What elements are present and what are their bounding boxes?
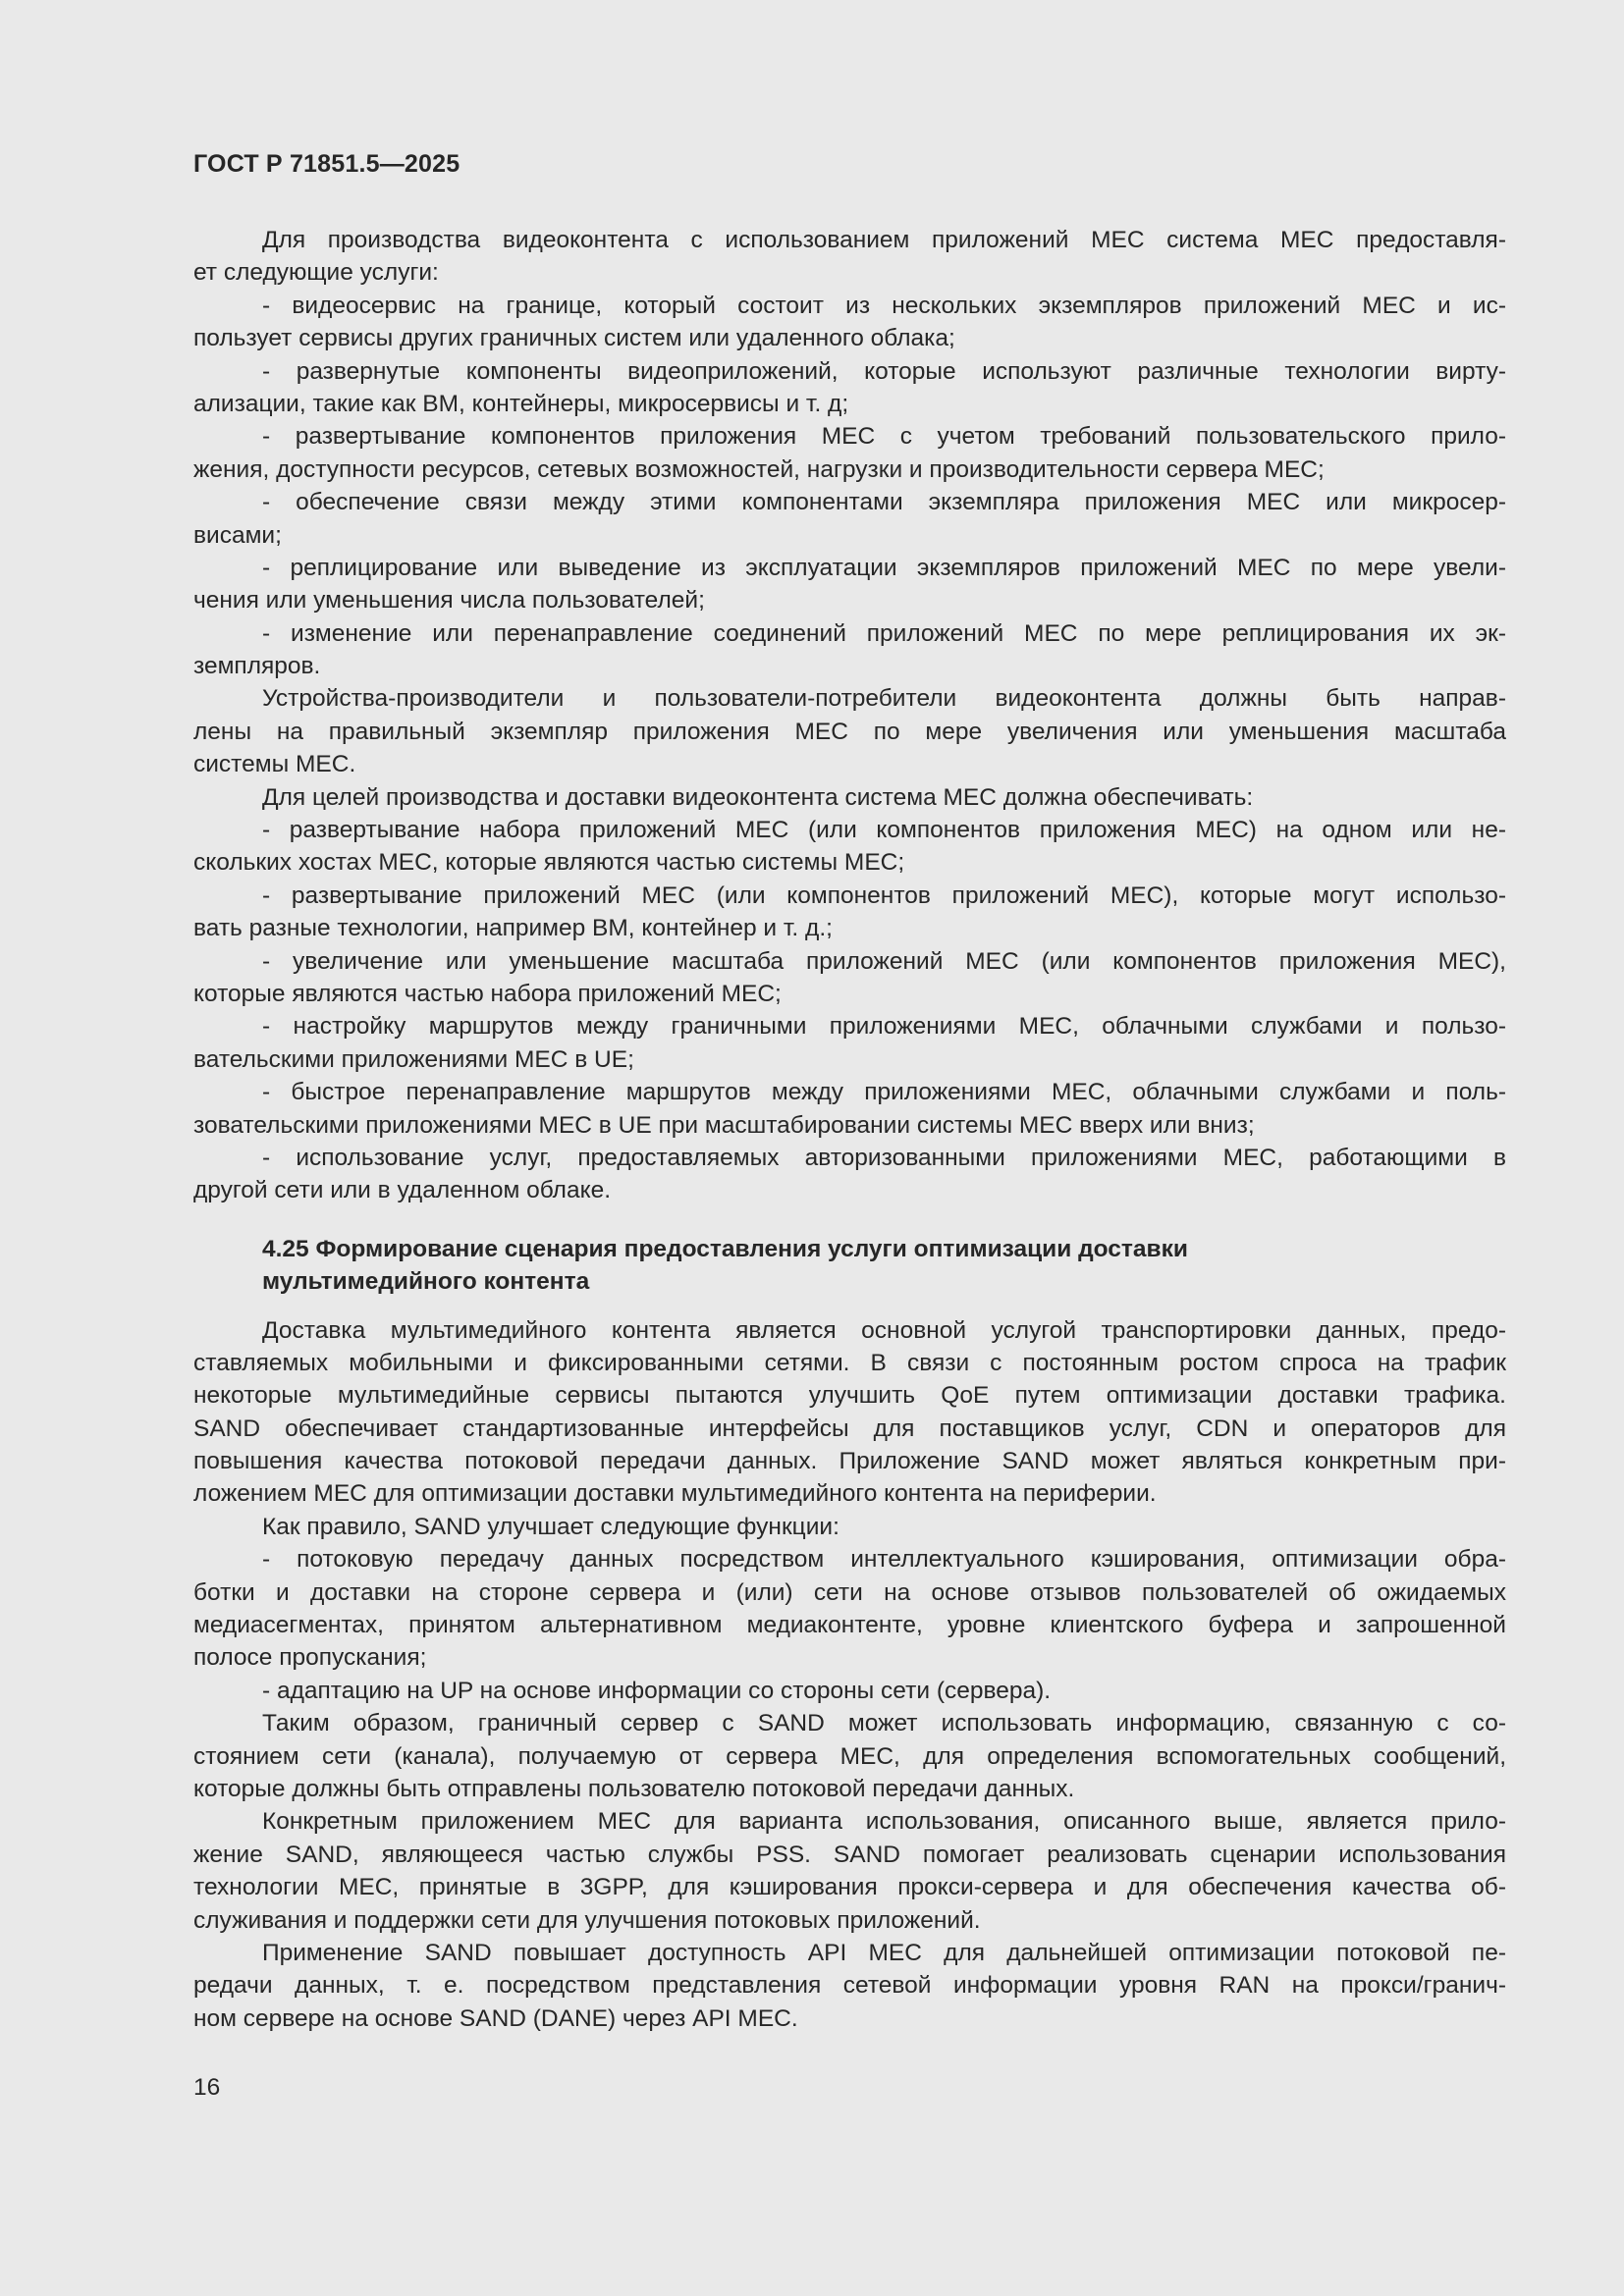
text-line: - обеспечение связи между этими компонентами экземпляра приложения MEC или микросер- (262, 489, 1506, 516)
paragraph (193, 1543, 1506, 1675)
paragraph (193, 682, 1506, 780)
text-line: - развертывание набора приложений MEC (или компонентов приложения MEC) на одном или не- (262, 817, 1506, 844)
text-line: - увеличение или уменьшение масштаба приложений MEC (или компонентов приложения MEC), (262, 947, 1506, 975)
text-line: висами; (193, 521, 282, 549)
text-line: ет следующие услуги: (193, 259, 439, 287)
text-line: ставляемых мобильными и фиксированными сетями. В связи с постоянным ростом спроса на трафик (193, 1349, 1506, 1376)
text-line: лены на правильный экземпляр приложения MEC по мере увеличения или уменьшения масштаба (193, 718, 1506, 745)
text-line: - быстрое перенаправление маршрутов между приложениями MEC, облачными службами и поль- (262, 1079, 1506, 1106)
text-line: Устройства-производители и пользователи-потребители видеоконтента должны быть направ- (262, 685, 1506, 713)
paragraph (193, 1314, 1506, 1511)
text-line: - потоковую передачу данных посредством интеллектуального кэширования, оптимизации обра- (262, 1546, 1506, 1574)
text-line: - развернутые компоненты видеоприложений, которые используют различные технологии вирту- (262, 357, 1506, 385)
text-line: технологии MEC, принятые в 3GPP, для кэширования прокси-сервера и для обеспечения качества об- (193, 1874, 1506, 1901)
text-line: Как правило, SAND улучшает следующие функции: (262, 1513, 839, 1540)
text-line: пользует сервисы других граничных систем или удаленного облака; (193, 325, 955, 352)
body-text-part-1 (193, 224, 1506, 1207)
text-line: некоторые мультимедийные сервисы пытаются улучшить QoE путем оптимизации доставки трафика. (193, 1382, 1506, 1410)
paragraph (193, 1010, 1506, 1076)
paragraph (193, 1076, 1506, 1142)
text-line: - использование услуг, предоставляемых авторизованными приложениями MEC, работающими в (262, 1144, 1506, 1171)
text-line: ботки и доставки на стороне сервера и (или) сети на основе отзывов пользователей об ожидаемых (193, 1578, 1506, 1606)
text-line: - видеосервис на границе, который состоит из нескольких экземпляров приложений MEC и ис- (262, 292, 1506, 319)
paragraph (193, 1511, 1506, 1543)
text-line: вательскими приложениями MEC в UE; (193, 1045, 634, 1073)
text-line: системы MEC. (193, 751, 356, 778)
text-line: полосе пропускания; (193, 1644, 427, 1672)
text-line: ализации, такие как ВМ, контейнеры, микросервисы и т. д; (193, 390, 849, 417)
document-header: ГОСТ Р 71851.5—2025 (193, 150, 460, 178)
section-heading-line: 4.25 Формирование сценария предоставления услуги оптимизации доставки (262, 1235, 1188, 1262)
text-line: другой сети или в удаленном облаке. (193, 1177, 612, 1204)
text-line: ложением MEC для оптимизации доставки мультимедийного контента на периферии. (193, 1480, 1157, 1508)
text-line: которые должны быть отправлены пользователю потоковой передачи данных. (193, 1775, 1075, 1802)
section-heading-4-25 (193, 1233, 1506, 1299)
paragraph (193, 1937, 1506, 2035)
text-line: служивания и поддержки сети для улучшения потоковых приложений. (193, 1906, 981, 1934)
text-line: жения, доступности ресурсов, сетевых возможностей, нагрузки и производительности сервера MEC; (193, 455, 1325, 483)
text-line: которые являются частью набора приложений MEC; (193, 980, 782, 1007)
text-line: - изменение или перенаправление соединений приложений MEC по мере реплицирования их эк- (262, 619, 1506, 647)
text-line: стоянием сети (канала), получаемую от сервера MEC, для определения вспомогательных сообщений, (193, 1742, 1506, 1770)
text-line: жение SAND, являющееся частью службы PSS. SAND помогает реализовать сценарии использования (193, 1841, 1506, 1868)
text-line: Доставка мультимедийного контента является основной услугой транспортировки данных, предо- (262, 1316, 1506, 1344)
text-line: - реплицирование или выведение из эксплуатации экземпляров приложений MEC по мере увели- (262, 554, 1506, 581)
text-line: медиасегментах, принятом альтернативном медиаконтенте, уровне клиентского буфера и запрошенной (193, 1612, 1506, 1639)
text-line: - настройку маршрутов между граничными приложениями MEC, облачными службами и пользо- (262, 1013, 1506, 1041)
text-line: вать разные технологии, например ВМ, контейнер и т. д.; (193, 915, 833, 942)
paragraph (193, 224, 1506, 290)
text-line: Конкретным приложением MEC для варианта использования, описанного выше, является прило- (262, 1808, 1506, 1836)
paragraph (193, 290, 1506, 355)
text-line: Таким образом, граничный сервер с SAND может использовать информацию, связанную с со- (262, 1710, 1506, 1737)
paragraph (193, 355, 1506, 421)
paragraph (193, 1142, 1506, 1207)
document-body (193, 224, 1506, 2035)
text-line: - развертывание приложений MEC (или компонентов приложений MEC), которые могут использо- (262, 881, 1506, 909)
section-heading-line: мультимедийного контента (262, 1268, 590, 1296)
text-line: редачи данных, т. е. посредством представления сетевой информации уровня RAN на прокси/гранич- (193, 1972, 1506, 2000)
text-line: земпляров. (193, 653, 321, 680)
text-line: повышения качества потоковой передачи данных. Приложение SAND может являться конкретным при- (193, 1448, 1506, 1475)
text-line: Для производства видеоконтента с использованием приложений MEC система MEC предоставля- (262, 227, 1506, 253)
paragraph (193, 781, 1506, 814)
text-line: SAND обеспечивает стандартизованные интерфейсы для поставщиков услуг, CDN и операторов для (193, 1415, 1506, 1442)
paragraph (193, 814, 1506, 880)
page-number: 16 (193, 2074, 221, 2101)
text-line: скольких хостах MEC, которые являются частью системы MEC; (193, 849, 905, 877)
paragraph (193, 1675, 1506, 1707)
text-line: чения или уменьшения числа пользователей; (193, 587, 705, 614)
text-line: Применение SAND повышает доступность API MEC для дальнейшей оптимизации потоковой пе- (262, 1939, 1506, 1966)
text-line: - развертывание компонентов приложения MEC с учетом требований пользовательского прило- (262, 423, 1506, 451)
paragraph (193, 945, 1506, 1011)
text-line: ном сервере на основе SAND (DANE) через API MEC. (193, 2004, 798, 2032)
paragraph (193, 1805, 1506, 1937)
text-line: - адаптацию на UP на основе информации со стороны сети (сервера). (262, 1677, 1052, 1704)
paragraph (193, 1707, 1506, 1805)
paragraph (193, 486, 1506, 552)
paragraph (193, 552, 1506, 617)
text-line: Для целей производства и доставки видеоконтента система MEC должна обеспечивать: (262, 783, 1254, 811)
body-text-part-2 (193, 1314, 1506, 2036)
text-line: зовательскими приложениями MEC в UE при масштабировании системы MEC вверх или вниз; (193, 1111, 1255, 1139)
paragraph (193, 420, 1506, 486)
paragraph (193, 880, 1506, 945)
paragraph (193, 617, 1506, 683)
